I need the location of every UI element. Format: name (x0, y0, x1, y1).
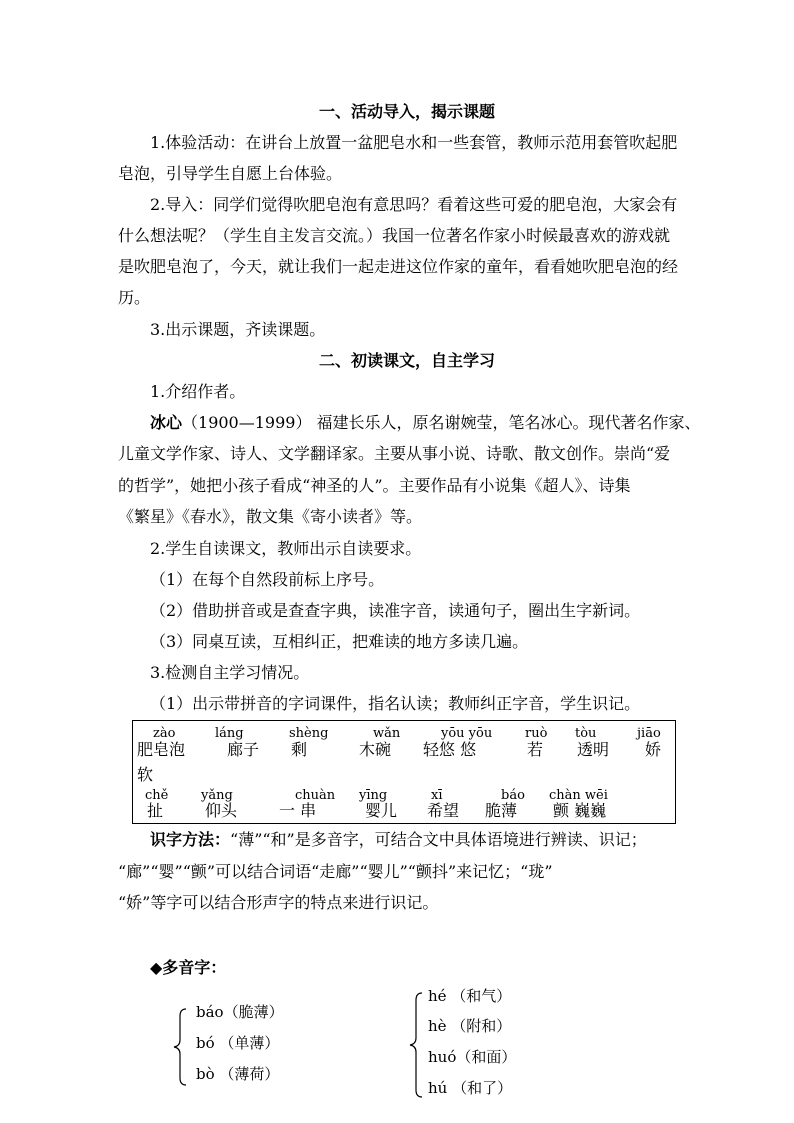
method-label: 识字方法： (150, 830, 231, 849)
s2-p1: 1.介绍作者。 (150, 382, 246, 401)
pinyin: chuàn (295, 788, 336, 803)
method-line1 (150, 830, 647, 850)
bao-reading-1: báo（脆薄） (196, 1003, 284, 1021)
word: 脆薄 (485, 801, 518, 820)
pinyin: shèng (289, 726, 329, 741)
pinyin: yīng (359, 788, 388, 803)
word: 扯 (147, 801, 164, 820)
method-line3: “娇”等字可以结合形声字的特点来进行识记。 (118, 893, 439, 912)
word: 一 串 (279, 801, 317, 820)
s2-p3: 3.检测自主学习情况。 (150, 663, 310, 682)
bao-reading-2: bó （单薄） (196, 1034, 280, 1052)
s1-p1-line2: 皂泡，引导学生自愿上台体验。 (118, 164, 343, 183)
s2-author-line2: 儿童文学作家、诗人、文学翻译家。主要从事小说、诗歌、散文创作。崇尚“爱 (118, 444, 671, 463)
method-text: “薄”“和”是多音字，可结合文中具体语境进行辨读、识记； (230, 830, 647, 849)
word: 肥皂泡 (137, 740, 186, 759)
word: 希望 (427, 801, 460, 820)
s1-p2-line4: 历。 (118, 288, 151, 307)
pinyin-word-box (132, 720, 676, 824)
s2-author-line3: 的哲学”，她把小孩子看成“神圣的人”。主要作品有小说集《超人》、诗集 (118, 476, 631, 495)
s1-p1-line1: 1.体验活动：在讲台上放置一盆肥皂水和一些套管，教师示范用套管吹起肥 (150, 133, 678, 152)
s2-check1: （1）出示带拼音的字词课件，指名认读；教师纠正字音，学生识记。 (150, 694, 641, 713)
word: 仰头 (205, 801, 238, 820)
s2-author-line1 (150, 413, 701, 433)
pinyin: chàn wēi (549, 788, 608, 803)
word: 婴儿 (365, 801, 398, 820)
he-reading-2: hè （附和） (428, 1017, 512, 1035)
pinyin: zào (153, 726, 176, 741)
left-brace-icon (408, 992, 424, 1098)
word: 娇 (645, 740, 662, 759)
author-name: 冰心 (150, 413, 183, 432)
s1-p2-line2: 什么想法呢？（学生自主发言交流。）我国一位著名作家小时候最喜欢的游戏就 (118, 226, 671, 245)
pinyin: chě (145, 788, 169, 803)
word: 若 (527, 740, 544, 759)
polyphonic-label: ◆多音字： (150, 958, 227, 977)
he-reading-1: hé （和气） (428, 987, 512, 1005)
s1-p2-line1: 2.导入：同学们觉得吹肥皂泡有意思吗？看着这些可爱的肥皂泡，大家会有 (150, 195, 678, 214)
he-reading-4: hú （和了） (428, 1079, 513, 1097)
word: 颤 巍巍 (553, 801, 607, 820)
author-intro: （1900—1999） 福建长乐人，原名谢婉莹，笔名冰心。现代著名作家、 (182, 413, 701, 432)
s2-req2: （2）借助拼音或是查查字典，读准字音，读通句子，圈出生字新词。 (150, 601, 641, 620)
pinyin: ruò (525, 726, 548, 741)
pinyin: báo (501, 788, 525, 803)
pinyin: jiāo (637, 726, 661, 741)
s2-req3: （3）同桌互读，互相纠正，把难读的地方多读几遍。 (150, 632, 529, 651)
word: 轻悠 悠 (423, 740, 477, 759)
word: 透明 (577, 740, 610, 759)
word: 木碗 (359, 740, 392, 759)
pinyin: xī (431, 788, 443, 803)
pinyin: tòu (575, 726, 597, 741)
s2-author-line4: 《繁星》《春水》，散文集《寄小读者》等。 (118, 507, 423, 526)
word: 软 (137, 765, 154, 784)
pinyin: láng (215, 726, 244, 741)
he-reading-3: huó（和面） (428, 1048, 517, 1066)
s1-p3: 3.出示课题，齐读课题。 (150, 320, 326, 339)
section1-title: 一、活动导入，揭示课题 (318, 102, 495, 121)
s1-p2-line3: 是吹肥皂泡了，今天，就让我们一起走进这位作家的童年，看看她吹肥皂泡的经 (118, 257, 679, 276)
method-line2: “廊”“婴”“颤”可以结合词语“走廊”“婴儿”“颤抖”来记忆；“珑” (118, 862, 553, 881)
section2-title: 二、初读课文，自主学习 (318, 351, 495, 370)
word: 廊子 (227, 740, 260, 759)
s2-p2: 2.学生自读课文，教师出示自读要求。 (150, 539, 422, 558)
word: 剩 (291, 740, 308, 759)
s2-req1: （1）在每个自然段前标上序号。 (150, 570, 385, 589)
left-brace-icon (172, 1008, 188, 1086)
pinyin: yōu yōu (441, 726, 493, 741)
bao-reading-3: bò （薄荷） (196, 1065, 280, 1083)
pinyin: wǎn (373, 726, 401, 741)
pinyin: yǎng (201, 788, 233, 803)
